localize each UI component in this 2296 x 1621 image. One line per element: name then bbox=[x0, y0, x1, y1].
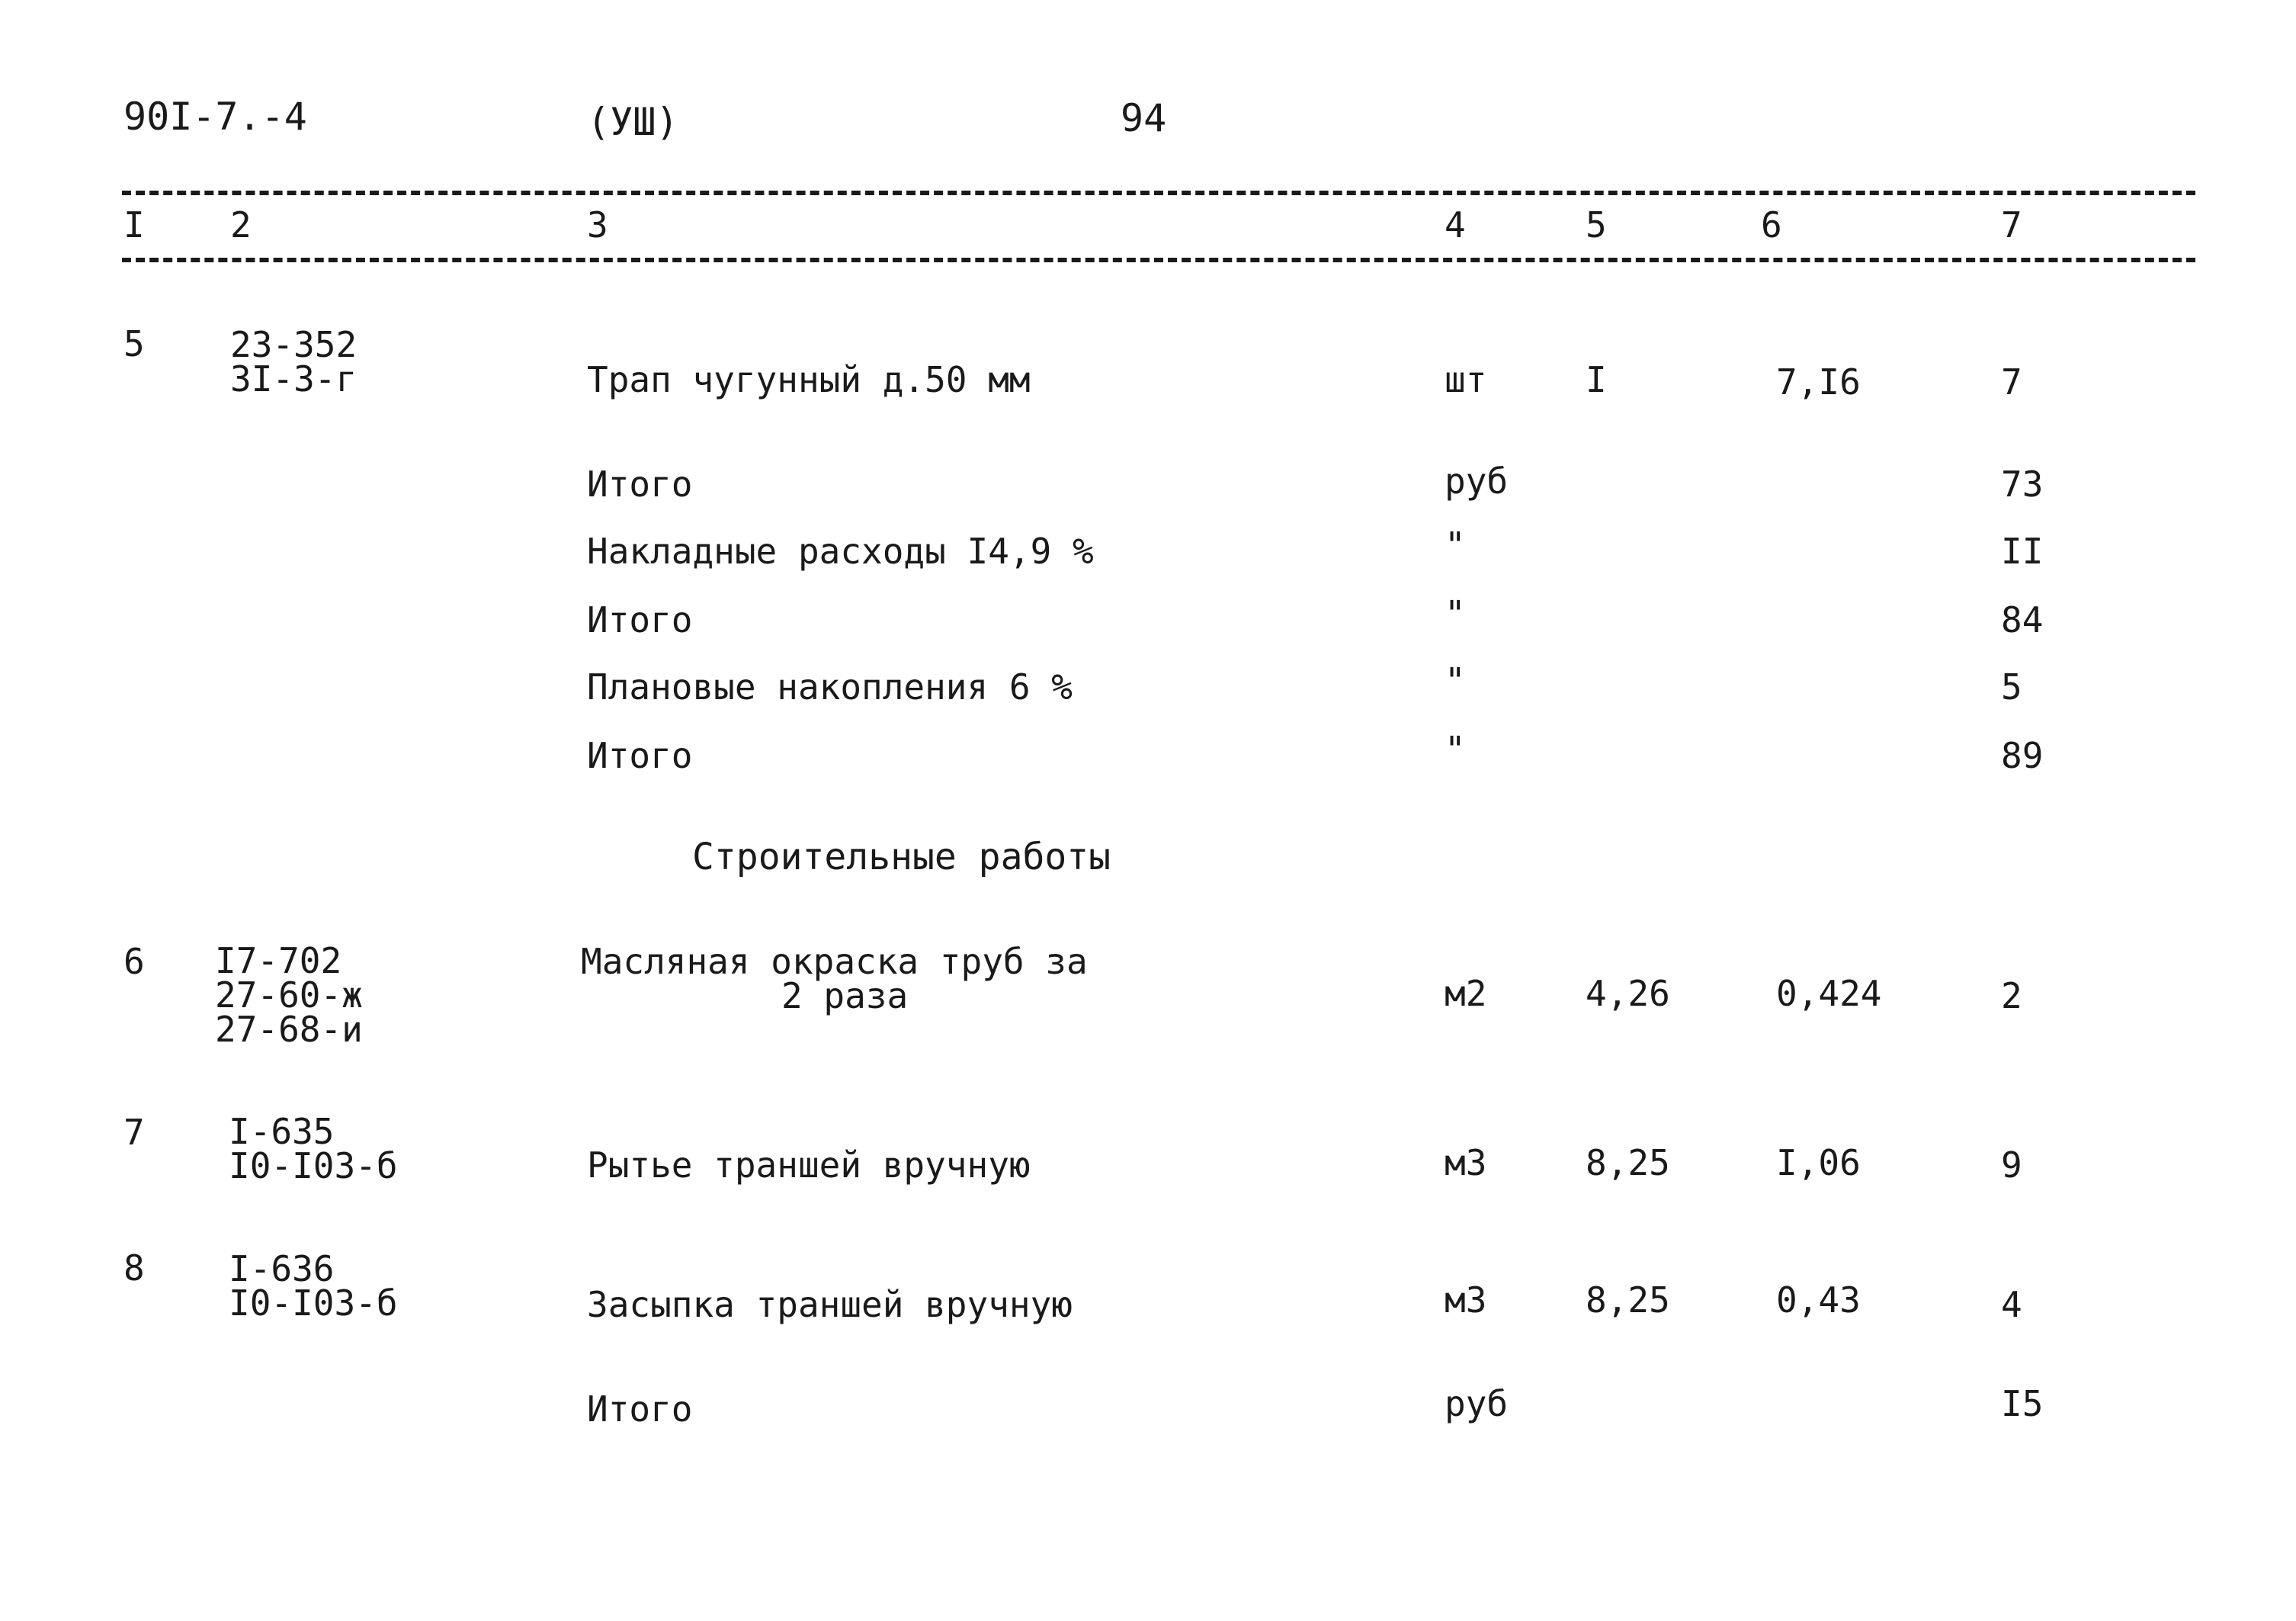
total-cost: II bbox=[2001, 531, 2044, 572]
column-header-7: 7 bbox=[2001, 204, 2022, 246]
unit: руб bbox=[1445, 1383, 1509, 1424]
unit-price: 7,I6 bbox=[1776, 361, 1861, 403]
norm-codes: I-635 I0-I03-б bbox=[229, 1111, 398, 1187]
item-description-continued: 2 раза bbox=[781, 975, 909, 1016]
unit: руб bbox=[1445, 461, 1509, 502]
norm-codes: I-636 I0-I03-б bbox=[229, 1248, 398, 1324]
norm-codes: I7-702 27-60-ж 27-68-и bbox=[215, 940, 363, 1051]
page-number: 94 bbox=[1121, 96, 1167, 140]
item-description: Трап чугунный д.50 мм bbox=[587, 359, 1031, 400]
unit: " bbox=[1445, 593, 1466, 634]
item-description: Плановые накопления 6 % bbox=[587, 666, 1073, 708]
row-number: 5 bbox=[123, 323, 145, 364]
item-description: Рытье траншей вручную bbox=[587, 1144, 1031, 1186]
unit-price: 0,424 bbox=[1776, 973, 1882, 1014]
unit: шт bbox=[1445, 359, 1487, 400]
column-header-3: 3 bbox=[587, 204, 608, 246]
total-cost: 84 bbox=[2001, 599, 2044, 640]
item-description: Накладные расходы I4,9 % bbox=[587, 531, 1094, 572]
column-header-6: 6 bbox=[1761, 204, 1782, 246]
column-header-4: 4 bbox=[1445, 204, 1466, 246]
unit: " bbox=[1445, 525, 1466, 566]
row-number: 6 bbox=[123, 941, 145, 982]
total-cost: 89 bbox=[2001, 735, 2044, 776]
item-description: Масляная окраска труб за bbox=[581, 941, 1088, 982]
unit: м2 bbox=[1445, 973, 1487, 1014]
item-description: Итого bbox=[587, 1388, 693, 1430]
total-cost: I5 bbox=[2001, 1383, 2044, 1424]
bottom-dashed-rule bbox=[122, 258, 2195, 262]
column-header-2: 2 bbox=[230, 204, 252, 246]
item-description: Засыпка траншей вручную bbox=[587, 1284, 1073, 1325]
total-cost: 9 bbox=[2001, 1144, 2022, 1186]
row-number: 7 bbox=[123, 1112, 145, 1153]
section-title: Строительные работы bbox=[692, 836, 1111, 878]
column-header-1: I bbox=[123, 204, 145, 246]
top-dashed-rule bbox=[122, 191, 2195, 195]
quantity: 4,26 bbox=[1586, 973, 1670, 1014]
item-description: Итого bbox=[587, 464, 693, 505]
total-cost: 2 bbox=[2001, 975, 2022, 1016]
item-description: Итого bbox=[587, 599, 693, 640]
quantity: 8,25 bbox=[1586, 1279, 1670, 1321]
item-description: Итого bbox=[587, 735, 693, 776]
quantity: 8,25 bbox=[1586, 1142, 1670, 1183]
unit: м3 bbox=[1445, 1279, 1487, 1321]
column-header-5: 5 bbox=[1586, 204, 1607, 246]
row-number: 8 bbox=[123, 1247, 145, 1289]
unit: м3 bbox=[1445, 1142, 1487, 1183]
total-cost: 7 bbox=[2001, 361, 2022, 403]
total-cost: 73 bbox=[2001, 464, 2044, 505]
norm-codes: 23-352 3I-3-г bbox=[230, 324, 358, 400]
total-cost: 4 bbox=[2001, 1284, 2022, 1325]
total-cost: 5 bbox=[2001, 666, 2022, 708]
unit-price: I,06 bbox=[1776, 1142, 1861, 1183]
section-code: (УШ) bbox=[587, 100, 679, 144]
quantity: I bbox=[1586, 359, 1607, 400]
unit: " bbox=[1445, 660, 1466, 701]
unit-price: 0,43 bbox=[1776, 1279, 1861, 1321]
document-number: 90I-7.-4 bbox=[123, 95, 307, 139]
unit: " bbox=[1445, 729, 1466, 770]
